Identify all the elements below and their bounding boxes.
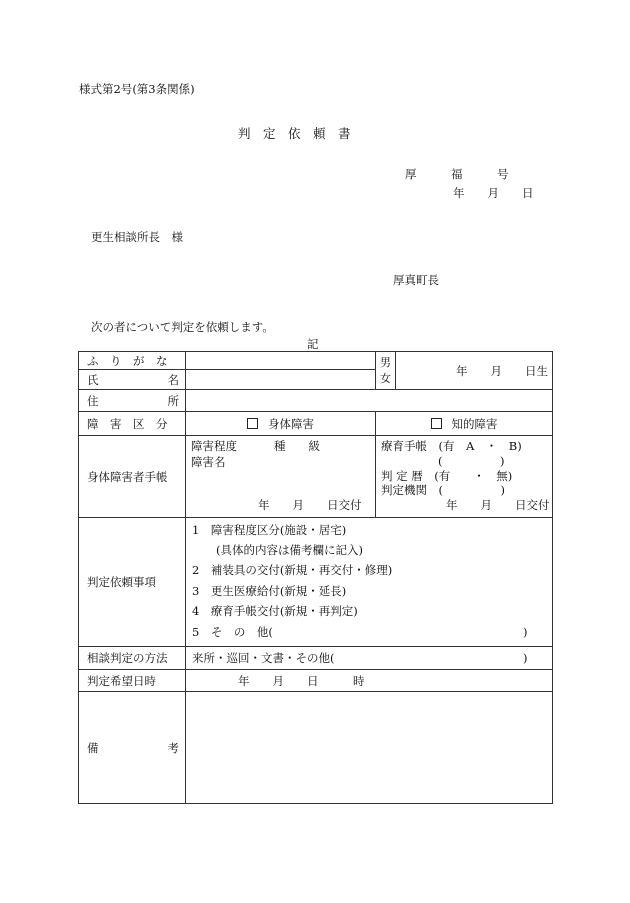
name-field[interactable] bbox=[186, 370, 376, 390]
furigana-label: ふ り が な bbox=[79, 352, 186, 370]
hope-datetime-field[interactable]: 年 月 日 時 bbox=[186, 670, 553, 692]
request-item-1-note: (具体的内容は備考欄に記入) bbox=[216, 543, 363, 557]
hope-datetime-label: 判定希望日時 bbox=[79, 670, 186, 692]
birthdate-field[interactable]: 年 月 日生 bbox=[396, 352, 553, 390]
address-field[interactable] bbox=[186, 390, 553, 412]
handbook-label: 身体障害者手帳 bbox=[79, 436, 186, 518]
remarks-label: 備 考 bbox=[79, 692, 186, 804]
intro-text: 次の者について判定を依頼します。 bbox=[91, 320, 274, 334]
request-item-5-close: ) bbox=[523, 625, 528, 639]
furigana-field[interactable] bbox=[186, 352, 376, 370]
sender: 厚真町長 bbox=[393, 273, 439, 287]
document-date: 年 月 日 bbox=[453, 186, 534, 200]
page-title: 判 定 依 頼 書 bbox=[238, 126, 351, 141]
request-items-cell[interactable] bbox=[186, 518, 553, 647]
request-items-label: 判定依頼事項 bbox=[79, 518, 186, 647]
category-label: 障 害 区 分 bbox=[79, 412, 186, 436]
addressee: 更生相談所長 様 bbox=[91, 230, 183, 244]
name-label: 氏 名 bbox=[79, 370, 186, 390]
checkbox-intellectual[interactable] bbox=[431, 418, 442, 429]
request-item-1: 1 障害程度区分(施設・居宅) bbox=[192, 523, 347, 537]
request-item-4: 4 療育手帳交付(新規・再判定) bbox=[192, 604, 358, 618]
ki-label: 記 bbox=[307, 337, 319, 351]
checkbox-physical[interactable] bbox=[247, 418, 258, 429]
request-item-3: 3 更生医療給付(新規・延長) bbox=[192, 584, 347, 598]
request-item-2: 2 補装具の交付(新規・再交付・修理) bbox=[192, 563, 393, 577]
sex-selector[interactable]: 男 女 bbox=[376, 352, 396, 390]
remarks-field[interactable] bbox=[186, 692, 553, 804]
method-label: 相談判定の方法 bbox=[79, 647, 186, 670]
category-intellectual[interactable]: 知的障害 bbox=[376, 412, 553, 436]
ryoiku-handbook-cell[interactable]: 療育手帳 (有 A ・ B) ( ) 判 定 暦 (有 ・ 無) 判定機関 ( ) 年 月 日交付 bbox=[376, 436, 553, 518]
method-field[interactable]: 来所・巡回・文書・その他( ) bbox=[186, 647, 553, 670]
form-number: 様式第2号(第3条関係) bbox=[79, 82, 195, 96]
category-physical[interactable]: 身体障害 bbox=[186, 412, 376, 436]
physical-handbook-cell[interactable]: 障害程度 種 級 障害名 年 月 日交付 bbox=[186, 436, 376, 518]
document-number: 厚 福 号 bbox=[405, 167, 509, 181]
request-form-table bbox=[78, 351, 552, 808]
address-label: 住 所 bbox=[79, 390, 186, 412]
request-item-5: 5 そ の 他( bbox=[192, 625, 273, 639]
